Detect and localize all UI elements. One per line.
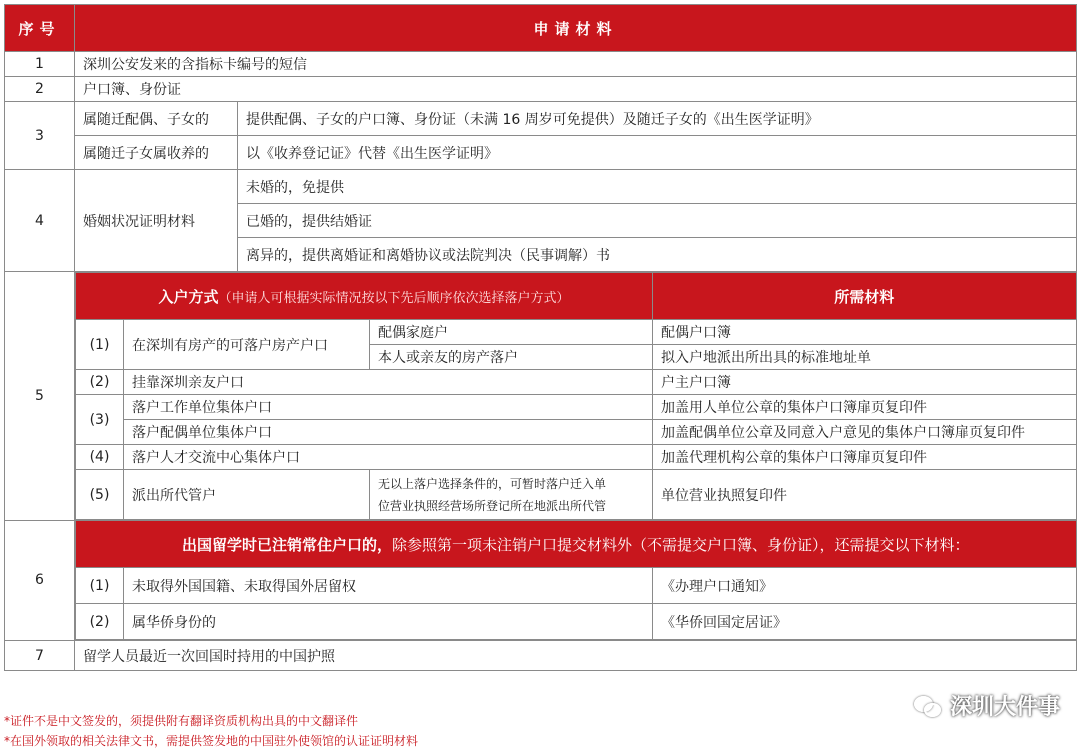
row-num: 6 <box>5 520 75 641</box>
sub-sub: 本人或亲友的房产落户 <box>370 345 653 370</box>
materials-table <box>4 4 1077 671</box>
row-num: 5 <box>5 272 75 521</box>
settlement-title: 入户方式 <box>158 287 219 306</box>
marital-item: 离异的，提供离婚证和离婚协议或法院判决（民事调解）书 <box>238 238 1077 272</box>
wechat-icon <box>914 694 944 718</box>
row-text: 户口簿、身份证 <box>75 77 1077 102</box>
sub-num: (1) <box>76 320 124 370</box>
header-material: 申请材料 <box>75 5 1077 52</box>
sub-num: (2) <box>76 604 124 640</box>
abroad-note: 除参照第一项未注销户口提交材料外（不需提交户口簿、身份证），还需提交以下材料： <box>392 535 970 554</box>
row-text: 以《收养登记证》代替《出生医学证明》 <box>238 136 1077 170</box>
watermark <box>914 690 1060 721</box>
settlement-section <box>75 272 1077 521</box>
sub-num: (1) <box>76 568 124 604</box>
sub-label: 未取得外国国籍、未取得国外居留权 <box>124 568 653 604</box>
watermark-text: 深圳大件事 <box>949 695 1060 720</box>
sub-label: 落户工作单位集体户口 <box>124 395 653 420</box>
sub-label: 落户人才交流中心集体户口 <box>124 445 653 470</box>
sub-need: 单位营业执照复印件 <box>653 470 1076 520</box>
sub-num: (2) <box>76 370 124 395</box>
marital-item: 已婚的，提供结婚证 <box>238 204 1077 238</box>
sub-sub <box>370 470 653 520</box>
row-num: 3 <box>5 102 75 170</box>
sub-label: 属华侨身份的 <box>124 604 653 640</box>
sub-label: 在深圳有房产的可落户房产户口 <box>124 320 370 370</box>
footnote: *在国外领取的相关法律文书，需提供签发地的中国驻外使领馆的认证证明材料 <box>4 734 419 748</box>
sub-need: 《办理户口通知》 <box>653 568 1077 604</box>
sub-need: 加盖用人单位公章的集体户口簿扉页复印件 <box>653 395 1076 420</box>
row-text: 提供配偶、子女的户口簿、身份证（未满 16 周岁可免提供）及随迁子女的《出生医学证明》 <box>238 102 1077 136</box>
settlement-note: （申请人可根据实际情况按以下先后顺序依次选择落户方式） <box>218 290 570 306</box>
abroad-section <box>75 520 1077 641</box>
row-label: 婚姻状况证明材料 <box>75 170 238 272</box>
sub-num: (3) <box>76 395 124 445</box>
row-num: 1 <box>5 52 75 77</box>
sub-need: 加盖代理机构公章的集体户口簿扉页复印件 <box>653 445 1076 470</box>
row-label: 属随迁配偶、子女的 <box>75 102 238 136</box>
footnote: *证件不是中文签发的，须提供附有翻译资质机构出具的中文翻译件 <box>4 714 359 728</box>
sub-num: (4) <box>76 445 124 470</box>
sub-sub-line: 位营业执照经营场所登记所在地派出所代管 <box>378 498 607 513</box>
sub-need: 加盖配偶单位公章及同意入户意见的集体户口簿扉页复印件 <box>653 420 1076 445</box>
marital-item: 未婚的，免提供 <box>238 170 1077 204</box>
sub-sub: 配偶家庭户 <box>370 320 653 345</box>
settlement-header <box>76 273 653 320</box>
sub-need: 《华侨回国定居证》 <box>653 604 1077 640</box>
row-text: 留学人员最近一次回国时持用的中国护照 <box>75 641 1077 671</box>
abroad-title: 出国留学时已注销常住户口的， <box>181 535 392 554</box>
row-num: 7 <box>5 641 75 671</box>
abroad-table <box>75 520 1077 640</box>
sub-need: 配偶户口簿 <box>653 320 1076 345</box>
sub-sub-line: 无以上落户选择条件的，可暂时落户迁入单 <box>378 476 607 491</box>
row-num: 4 <box>5 170 75 272</box>
needed-header: 所需材料 <box>653 273 1076 320</box>
sub-need: 拟入户地派出所出具的标准地址单 <box>653 345 1076 370</box>
header-num: 序号 <box>5 5 75 52</box>
row-text: 深圳公安发来的含指标卡编号的短信 <box>75 52 1077 77</box>
settlement-table <box>75 272 1077 520</box>
abroad-header <box>76 521 1077 568</box>
sub-label: 落户配偶单位集体户口 <box>124 420 653 445</box>
sub-num: (5) <box>76 470 124 520</box>
row-num: 2 <box>5 77 75 102</box>
row-label: 属随迁子女属收养的 <box>75 136 238 170</box>
sub-need: 户主户口簿 <box>653 370 1076 395</box>
sub-label: 挂靠深圳亲友户口 <box>124 370 653 395</box>
sub-label: 派出所代管户 <box>124 470 370 520</box>
